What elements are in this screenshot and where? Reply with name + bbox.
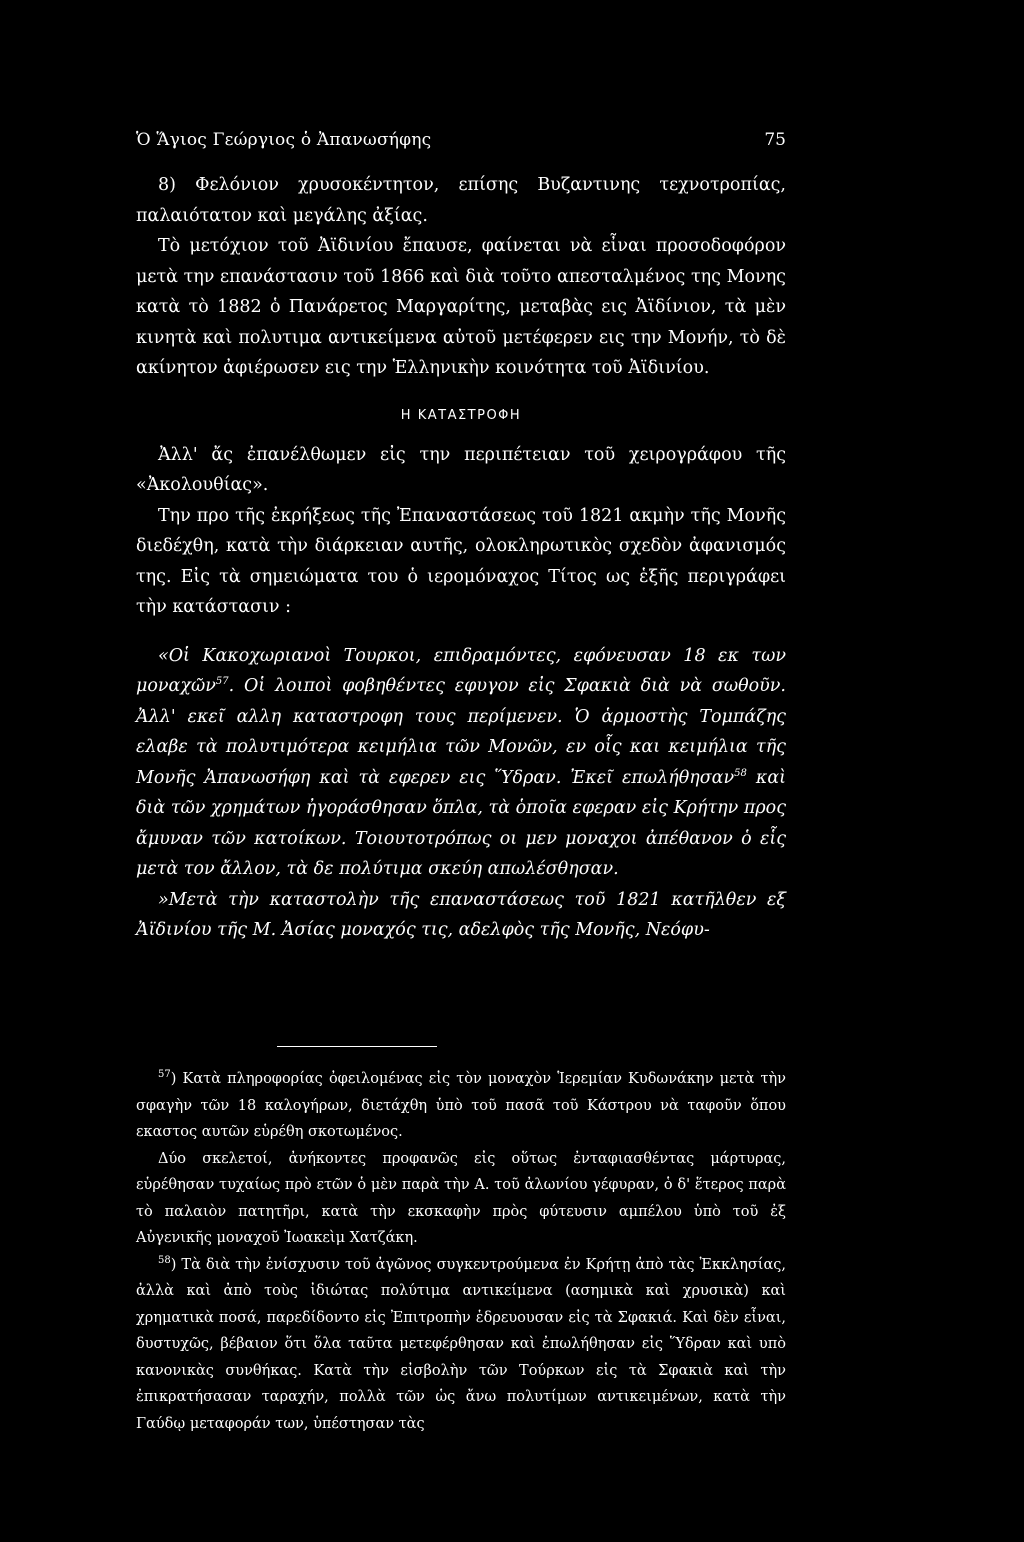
running-head-title: Ὁ Ἅγιος Γεώργιος ὁ Ἀπανωσήφης [136, 130, 432, 150]
page-number: 75 [764, 130, 786, 150]
paragraph-destruction: Την προ τῆς ἐκρήξεως τῆς Ἐπαναστάσεως τοῦ 1821 ακμὴν τῆς Μονῆς διεδέχθη, κατὰ τὴν διάρκειαν αυτῆς, ολοκληρωτικὸς σχεδὸν ἀφανισμός της. Εἰς τὰ σημειώματα του ὁ ιερομόναχος Τίτος ως ἑξῆς περιγράφει τὴν κατάστασιν : [136, 505, 786, 617]
footnote-58 [136, 1252, 786, 1438]
footnote-58-text: ) Τὰ διὰ τὴν ἐνίσχυσιν τοῦ ἀγῶνος συγκεντρούμενα ἐν Κρήτῃ ἀπὸ τὰς Ἐκκλησίας, ἀλλὰ καὶ ἀπὸ τοὺς ἰδιώτας πολύτιμα αντικείμενα (ασημικὰ καὶ χρυσικὰ) καὶ χρηματικὰ ποσά, παρεδίδοντο εἰς Ἐπιτροπὴν ἑδρευουσαν εἰς τὰ Σφακιά. Καὶ δὲν εἶναι, δυστυχῶς, βέβαιον ὅτι ὅλα ταῦτα μετεφέρθησαν καὶ ἐπωλήθησαν εἰς Ὕδραν καὶ υπὸ κανονικὰς συνθήκας. Κατὰ τὴν εἰσβολὴν τῶν Τούρκων εἰς τὰ Σφακιὰ καὶ τὴν ἐπικρατήσασαν ταραχήν, πολλὰ τῶν ὡς ἄνω πολυτίμων αντικειμένων, κατὰ τὴν Γαύδῳ μεταφοράν των, ὑπέστησαν τὰς [136, 1256, 786, 1432]
footnote-rule [277, 1046, 437, 1047]
quote-continuation: »Μετὰ τὴν καταστολὴν τῆς επαναστάσεως τοῦ 1821 κατῆλθεν εξ Ἀϊδινίου τῆς Μ. Ἀσίας μοναχός τις, αδελφὸς τῆς Μονῆς, Νεόφυ- [136, 889, 786, 940]
footnotes [136, 1066, 786, 1437]
quote-part-1: «Οἱ Κακοχωριανοὶ Τουρκοι, επιδραμόντες, εφόνευσαν 18 εκ των μοναχῶν [136, 645, 786, 696]
quote-part-3: καὶ διὰ τῶν χρημάτων ἠγοράσθησαν ὅπλα, τὰ ὁποῖα εφεραν εἰς Κρήτην προς ἄμυναν τῶν κατοίκων. Τοιουτοτρόπως οι μεν μοναχοι ἀπέθανον ὁ εἷς μετὰ τον ἄλλον, τὰ δε πολύτιμα σκεύη απωλέσθησαν. [136, 767, 786, 879]
paragraph-aidinion: Τὸ μετόχιον τοῦ Ἀϊδινίου ἔπαυσε, φαίνεται νὰ εἶναι προσοδοφόρον μετὰ την επανάστασιν τοῦ 1866 καὶ διὰ τοῦτο απεσταλμένος της Μονης κατὰ τὸ 1882 ὁ Πανάρετος Μαργαρίτης, μεταβὰς εις Ἀϊδίνιον, τὰ μὲν κινητὰ καὶ πολυτιμα αντικείμενα αὐτοῦ μετέφερεν εις την Μονήν, τὸ δὲ ακίνητον ἀφιέρωσεν εις την Ἑλληνικὴν κοινότητα τοῦ Ἀϊδινίου. [136, 236, 786, 378]
section-heading: Η ΚΑΤΑΣΤΡΟΦΗ [400, 407, 522, 423]
footnote-57-continued: Δύο σκελετοί, ἀνήκοντες προφανῶς εἰς οὕτως ἐνταφιασθέντας μάρτυρας, εὑρέθησαν τυχαίως πρὸ ετῶν ὁ μὲν παρὰ τὴν Α. τοῦ ἀλωνίου γέφυραν, ὁ δ' ἕτερος παρὰ τὸ παλαιὸν πατητῆρι, κατὰ τὴν εκσκαφὴν πρὸς φύτευσιν αμπέλου ὑπὸ τοῦ ἐξ Αὐγενικῆς μοναχοῦ Ἰωακεὶμ Χατζάκη. [136, 1150, 786, 1246]
footnote-57-text: ) Κατὰ πληροφορίας ὀφειλομένας εἰς τὸν μοναχὸν Ἱερεμίαν Κυδωνάκην μετὰ τὴν σφαγὴν τῶν 18 καλογήρων, διετάχθη ὑπὸ τοῦ πασᾶ τοῦ Κάστρου νὰ ταφοῦν ὅπου εκαστος αυτῶν εὑρέθη σκοτωμένος. [136, 1071, 786, 1140]
footnote-58-number: 58 [158, 1254, 171, 1266]
footnote-ref-58: 58 [734, 767, 747, 779]
footnote-57-number: 57 [158, 1069, 171, 1081]
footnote-ref-57: 57 [215, 676, 229, 688]
running-head [136, 125, 786, 155]
main-text [136, 170, 786, 946]
paragraph-item-8: 8) Φελόνιον χρυσοκέντητον, επίσης Βυζαντινης τεχνοτροπίας, παλαιότατον καὶ μεγάλης ἀξίας. [136, 175, 786, 226]
quote-titos [136, 641, 786, 885]
paragraph-return: Ἀλλ' ἄς ἐπανέλθωμεν εἰς την περιπέτειαν τοῦ χειρογράφου τῆς «Ἀκολουθίας». [136, 444, 786, 495]
quote-part-2: . Οἱ λοιποὶ φοβηθέντες εφυγον εἰς Σφακιὰ διὰ νὰ σωθοῦν. Ἀλλ' εκεῖ αλλη καταστροφη τους περίμενεν. Ὁ ἁρμοστὴς Τομπάζης ελαβε τὰ πολυτιμότερα κειμήλια τῶν Μονῶν, εν οἷς και κειμήλια τῆς Μονῆς Ἀπανωσήφη καὶ τὰ εφερεν εις Ὕδραν. Ἐκεῖ επωλήθησαν [136, 676, 786, 788]
footnote-57 [136, 1066, 786, 1146]
